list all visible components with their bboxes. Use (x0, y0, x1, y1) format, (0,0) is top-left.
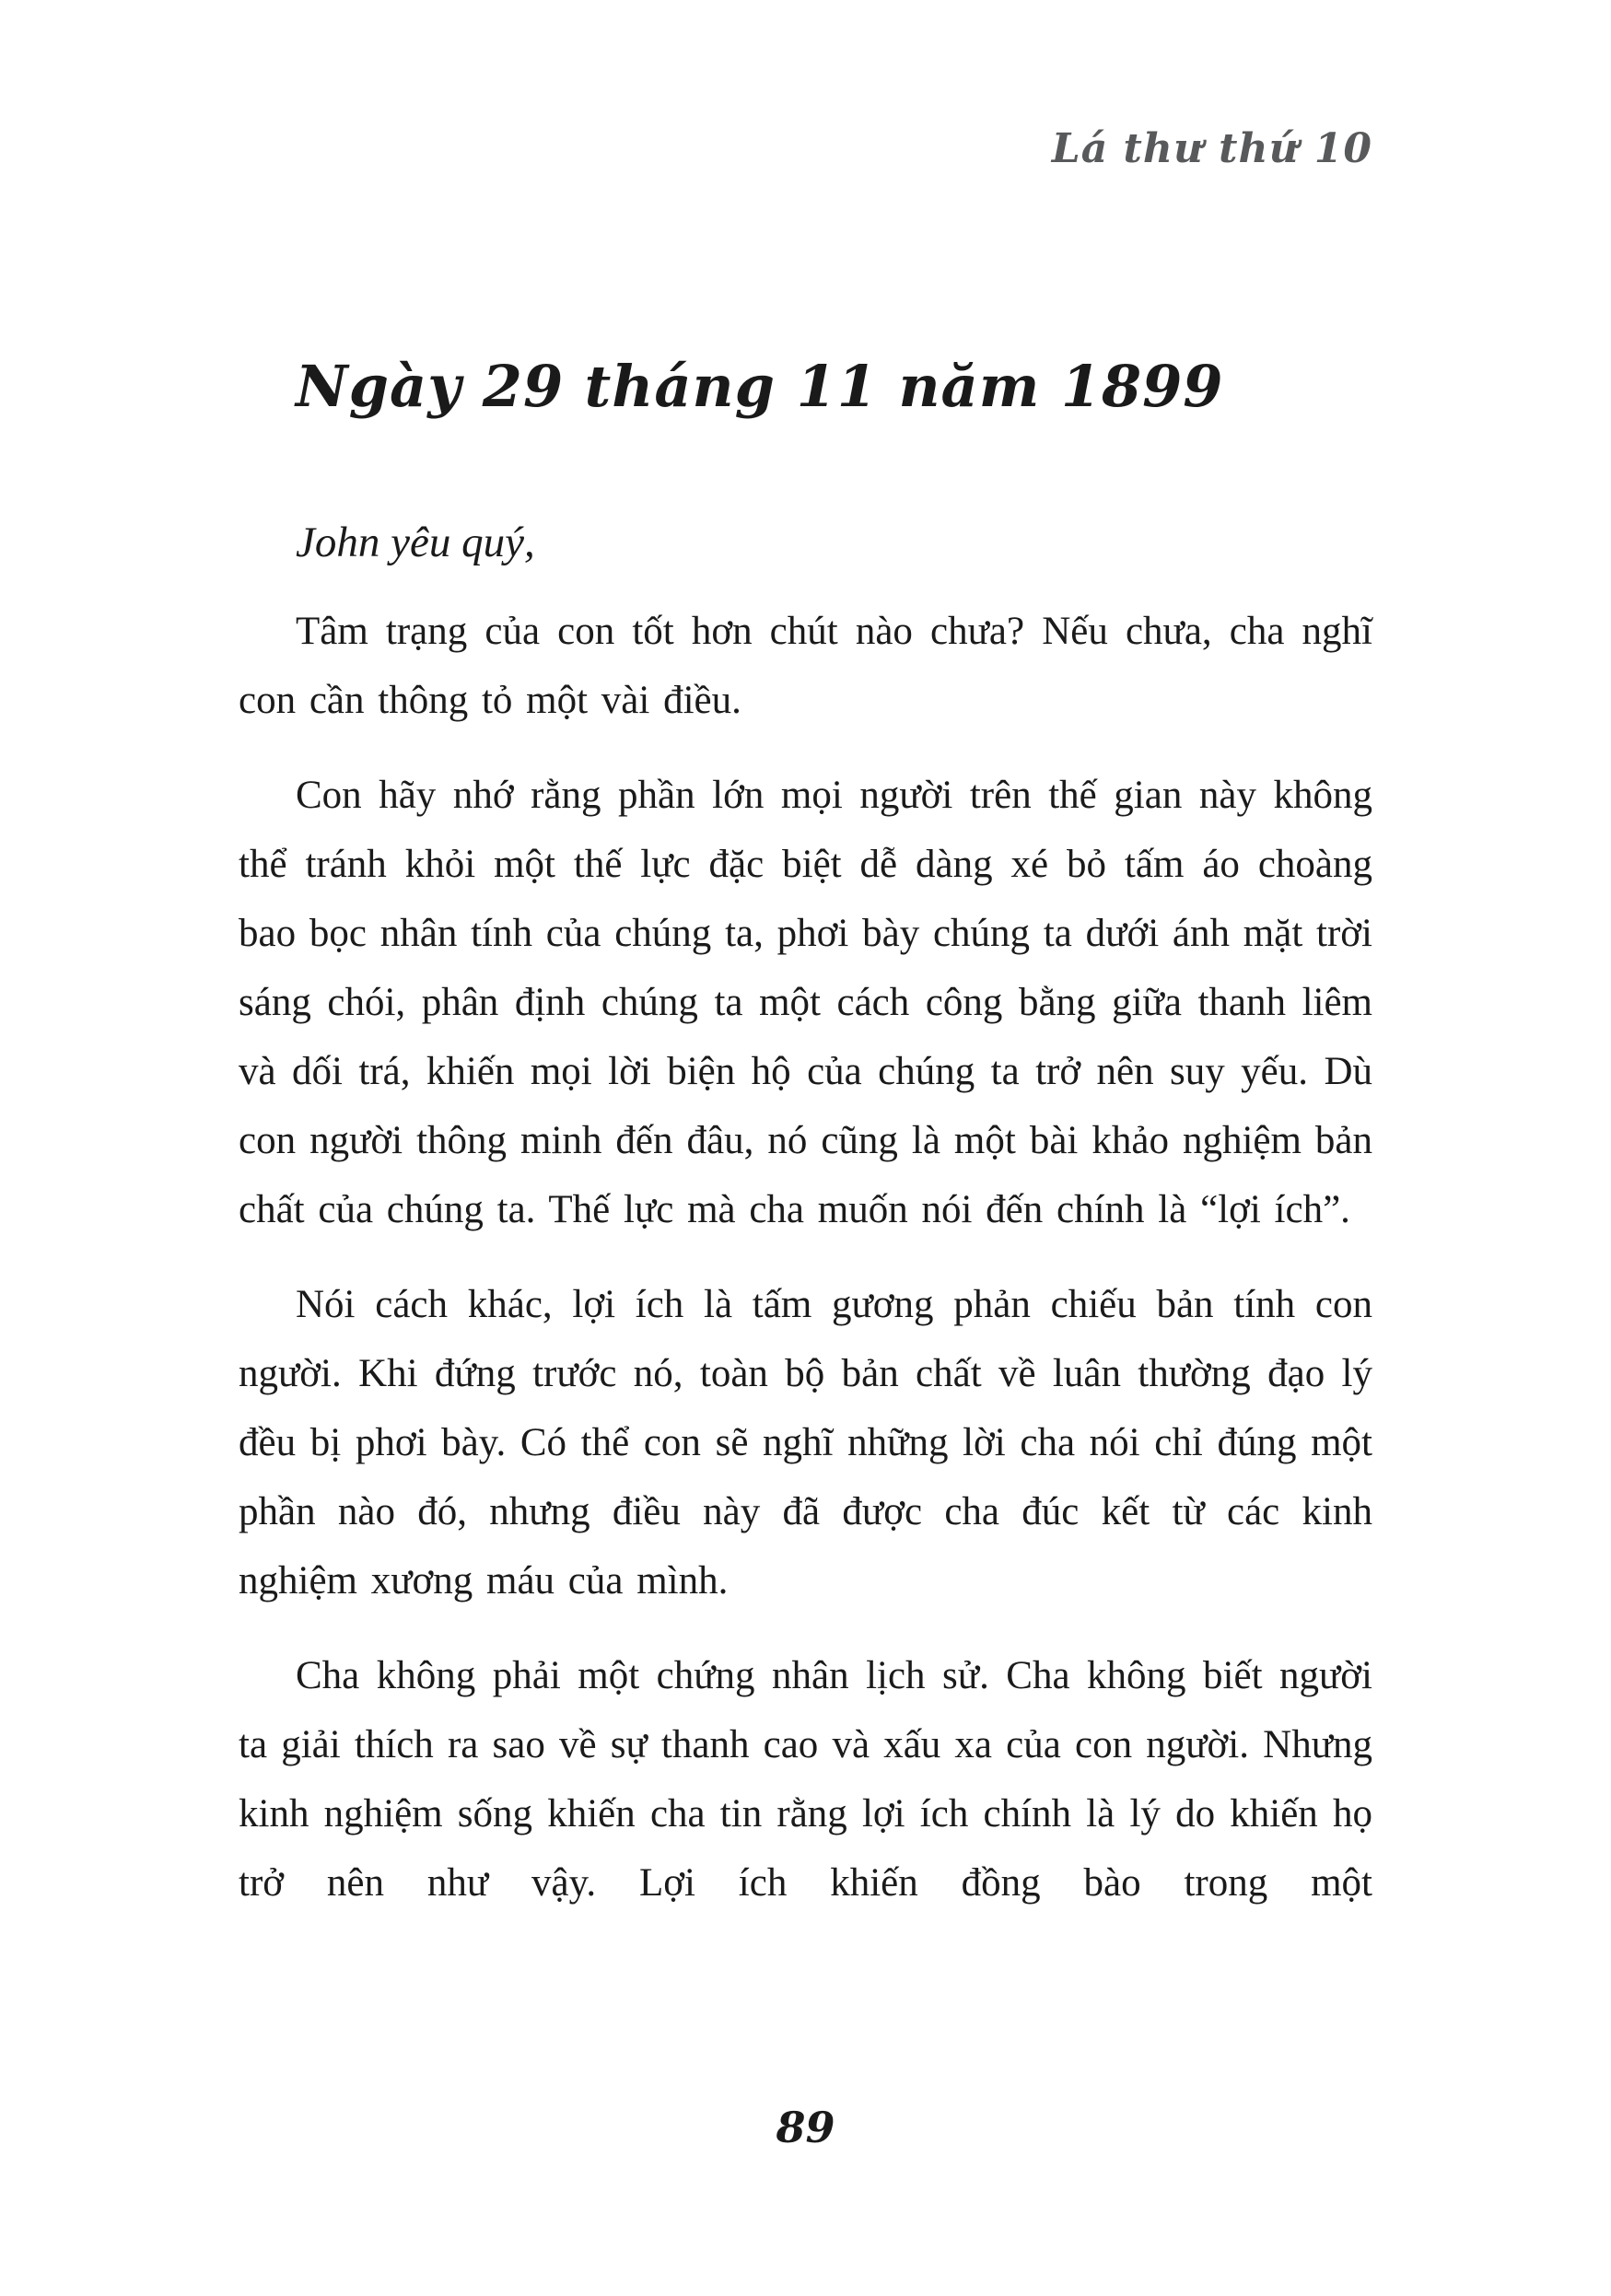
running-header: Lá thư thứ 10 (1051, 125, 1372, 172)
page-number: 89 (776, 2103, 835, 2152)
letter-paragraph-2: Con hãy nhớ rằng phần lớn mọi người trên thế gian này không thể tránh khỏi một thế lực đặc biệt dễ dàng xé bỏ tấm áo choàng bao bọc nhân tính của chúng ta, phơi bày chúng ta dưới ánh mặt trời sáng chói, phân định chúng ta một cách công bằng giữa thanh liêm và dối trá, khiến mọi lời biện hộ của chúng ta trở nên suy yếu. Dù con người thông minh đến đâu, nó cũng là một bài khảo nghiệm bản chất của chúng ta. Thế lực mà cha muốn nói đến chính là “lợi ích”. (239, 774, 1372, 1231)
letter-body (239, 597, 1372, 1917)
letter-paragraph-3: Nói cách khác, lợi ích là tấm gương phản chiếu bản tính con người. Khi đứng trước nó, toàn bộ bản chất về luân thường đạo lý đều bị phơi bày. Có thể con sẽ nghĩ những lời cha nói chỉ đúng một phần nào đó, nhưng điều này đã được cha đúc kết từ các kinh nghiệm xương máu của mình. (239, 1283, 1372, 1603)
letter-date: Ngày 29 tháng 11 năm 1899 (296, 353, 1224, 420)
letter-paragraph-4: Cha không phải một chứng nhân lịch sử. Cha không biết người ta giải thích ra sao về sự thanh cao và xấu xa của con người. Nhưng kinh nghiệm sống khiến cha tin rằng lợi ích chính là lý do khiến họ trở nên như vậy. Lợi ích khiến đồng bào trong một (239, 1654, 1372, 1905)
letter-paragraph-1: Tâm trạng của con tốt hơn chút nào chưa? Nếu chưa, cha nghĩ con cần thông tỏ một vài điều. (239, 610, 1372, 722)
letter-salutation: John yêu quý, (296, 519, 535, 566)
